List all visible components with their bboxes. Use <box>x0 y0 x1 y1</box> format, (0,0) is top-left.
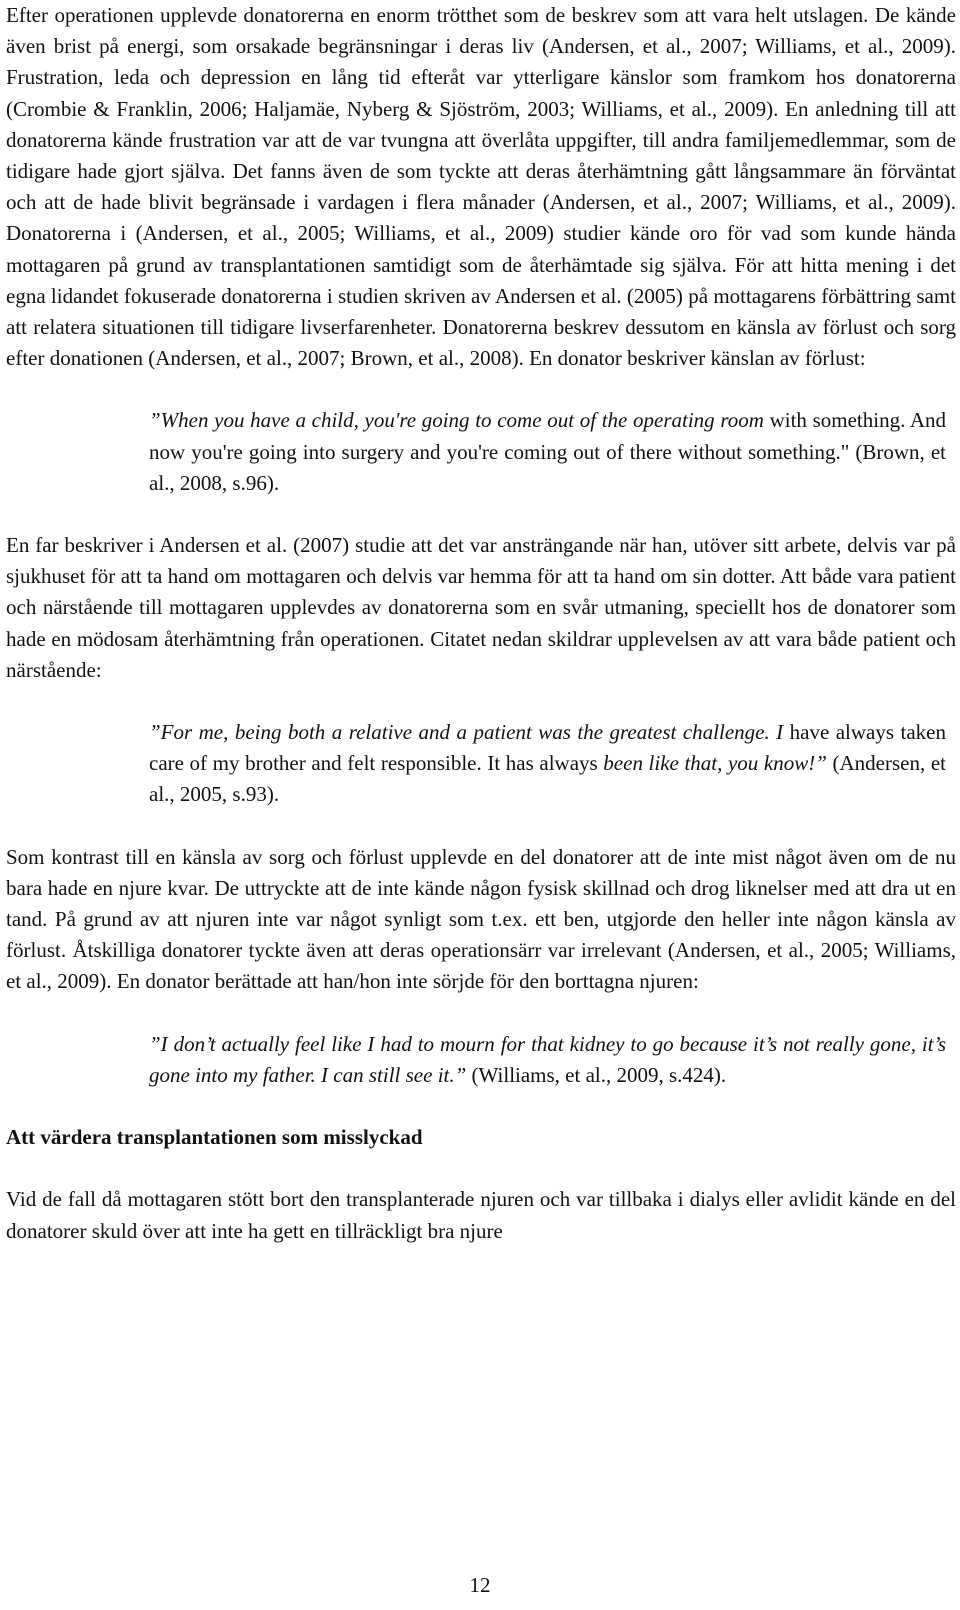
quote-text: with something. And now you're going into surgery and you're coming out of there without something." (Brown, et al., 2008, s.96). <box>149 408 946 495</box>
quote-text: have always taken care of my brother and felt responsible. It has always <box>149 720 946 776</box>
block-quote-andersen <box>149 717 946 811</box>
quote-italic-text: ”I don’t actually feel like I had to mourn for that kidney to go because it’s not really gone, it’s gone into my father. I can still see it.” <box>149 1031 946 1087</box>
paragraph-donor-fatigue: Efter operationen upplevde donatorerna en enorm trötthet som de beskrev som att vara helt utslagen. De kände även brist på energi, som orsakade begränsningar i deras liv (Andersen, et al., 2007; Williams, et al., 2009). Frustration, leda och depression en lång tid efteråt var ytterligare känslor som framkom hos donatorerna (Crombie & Franklin, 2006; Haljamäe, Nyberg & Sjöström, 2003; Williams, et al., 2009). En anledning till att donatorerna kände frustration var att de var tvungna att överlåta uppgifter, till andra familjemedlemmar, som de tidigare hade gjort själva. Det fanns även de som tyckte att deras återhämtning gått långsammare än förväntat och att de hade blivit begränsade i vardagen i flera månader (Andersen, et al., 2007; Williams, et al., 2009). Donatorerna i (Andersen, et al., 2005; Williams, et al., 2009) studier kände oro för vad som kunde hända mottagaren på grund av transplantationen samtidigt som de återhämtade sig själva. För att hitta mening i det egna lidandet fokuserade donatorerna i studien skriven av Andersen et al. (2005) på mottagarens förbättring samt att relatera situationen till tidigare livserfarenheter. Donatorerna beskrev dessutom en känsla av förlust och sorg efter donationen (Andersen, et al., 2007; Brown, et al., 2008). En donator beskriver känslan av förlust: <box>6 3 956 371</box>
document-page <box>6 0 956 1247</box>
paragraph-no-loss: Som kontrast till en känsla av sorg och förlust upplevde en del donatorer att de inte mist något även om de nu bara hade en njure kvar. De uttryckte att de inte kände någon fysisk skillnad och drog liknelser med att dra ut en tand. På grund av att njuren inte var något synligt som t.ex. ett ben, utgjorde den heller inte någon känsla av förlust. Åtskilliga donatorer tyckte även att deras operationsärr var irrelevant (Andersen, et al., 2005; Williams, et al., 2009). En donator berättade att han/hon inte sörjde för den borttagna njuren: <box>6 844 956 994</box>
page-number: 12 <box>469 1573 491 1597</box>
quote-citation: (Andersen, et al., 2005, s.93). <box>149 751 946 807</box>
paragraph-rejection: Vid de fall då mottagaren stött bort den transplanterade njuren och var tillbaka i dialys eller avlidit kände en del donatorer skuld över att inte ha gett en tillräckligt bra njure <box>6 1187 956 1243</box>
section-heading: Att värdera transplantationen som misslyckad <box>6 1125 423 1150</box>
quote-italic-text-end: been like that, you know!” <box>603 751 827 776</box>
block-quote-brown <box>149 405 946 499</box>
quote-italic-text: ”For me, being both a relative and a patient was the greatest challenge. I <box>149 720 784 745</box>
quote-italic-text: ”When you have a child, you're going to come out of the operating room <box>149 408 764 433</box>
paragraph-father-experience: En far beskriver i Andersen et al. (2007) studie att det var ansträngande när han, utöver sitt arbete, delvis var på sjukhuset för att ta hand om mottagaren och delvis var hemma för att ta hand om sin dotter. Att både vara patient och närstående till mottagaren upplevdes av donatorerna som en svår utmaning, speciellt hos de donatorer som hade en mödosam återhämtning från operationen. Citatet nedan skildrar upplevelsen av att vara både patient och närstående: <box>6 533 956 682</box>
quote-citation: (Williams, et al., 2009, s.424). <box>466 1062 727 1087</box>
block-quote-williams <box>149 1029 946 1091</box>
